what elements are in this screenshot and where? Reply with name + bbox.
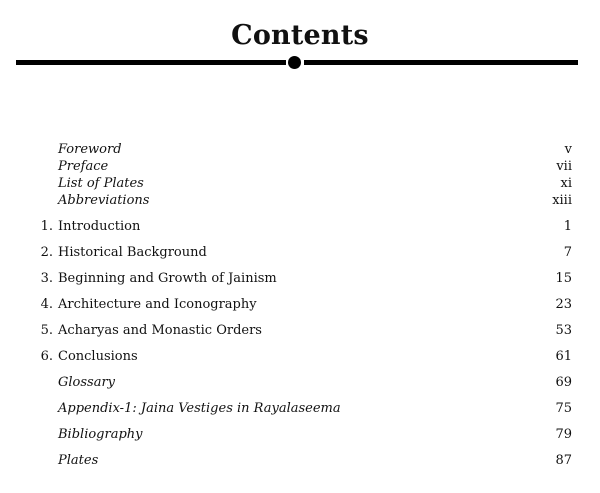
toc-entry-page: 7 xyxy=(563,245,572,260)
toc-entry-page: 53 xyxy=(555,323,572,338)
toc-entry-chapter-5[interactable] xyxy=(0,322,600,342)
page-title: Contents xyxy=(231,20,369,51)
toc-chapter-number: 3. xyxy=(40,271,53,286)
toc-entry-page: 69 xyxy=(555,375,572,390)
toc-chapter-number: 4. xyxy=(40,297,53,312)
toc-entry-plates[interactable] xyxy=(0,452,600,472)
toc-entry-label: Beginning and Growth of Jainism xyxy=(58,271,277,286)
toc-entry-chapter-2[interactable] xyxy=(0,244,600,264)
toc-entry-label: Appendix-1: Jaina Vestiges in Rayalaseema xyxy=(58,401,341,416)
toc-entry-label: Glossary xyxy=(58,375,116,390)
toc-chapter-number: 5. xyxy=(40,323,53,338)
toc-chapter-number: 1. xyxy=(40,219,53,234)
toc-entry-label: Architecture and Iconography xyxy=(58,297,257,312)
toc-entry-glossary[interactable] xyxy=(0,374,600,394)
toc-entry-bibliography[interactable] xyxy=(0,426,600,446)
toc-entry-chapter-6[interactable] xyxy=(0,348,600,368)
toc-entry-page: 23 xyxy=(555,297,572,312)
toc-entry-label: Preface xyxy=(58,159,109,174)
toc-entry-chapter-1[interactable] xyxy=(0,218,600,238)
toc-entry-page: 79 xyxy=(555,427,572,442)
toc-entry-label: Conclusions xyxy=(58,349,138,364)
toc-entry-page: 75 xyxy=(555,401,572,416)
toc-entry-label: Bibliography xyxy=(58,427,143,442)
toc-entry-label: List of Plates xyxy=(58,176,144,191)
toc-entry-page: 15 xyxy=(555,271,572,286)
toc-entry-abbreviations[interactable] xyxy=(0,192,600,212)
toc-entry-chapter-4[interactable] xyxy=(0,296,600,316)
toc-entry-page: vii xyxy=(556,159,572,174)
toc-entry-label: Acharyas and Monastic Orders xyxy=(58,323,262,338)
toc-entry-page: 61 xyxy=(555,349,572,364)
toc-entry-page: xiii xyxy=(552,193,572,208)
toc-entry-chapter-3[interactable] xyxy=(0,270,600,290)
toc-entry-label: Historical Background xyxy=(58,245,207,260)
toc-entry-label: Introduction xyxy=(58,219,141,234)
toc-entry-page: 87 xyxy=(555,453,572,468)
toc-chapter-number: 2. xyxy=(40,245,53,260)
toc-entry-label: Foreword xyxy=(58,142,122,157)
toc-entry-label: Plates xyxy=(58,453,99,468)
toc-entry-label: Abbreviations xyxy=(58,193,150,208)
toc-entry-page: xi xyxy=(560,176,572,191)
toc-entry-page: 1 xyxy=(563,219,572,234)
toc-entry-page: v xyxy=(564,142,572,157)
toc-entry-appendix-1[interactable] xyxy=(0,400,600,420)
toc-chapter-number: 6. xyxy=(40,349,53,364)
